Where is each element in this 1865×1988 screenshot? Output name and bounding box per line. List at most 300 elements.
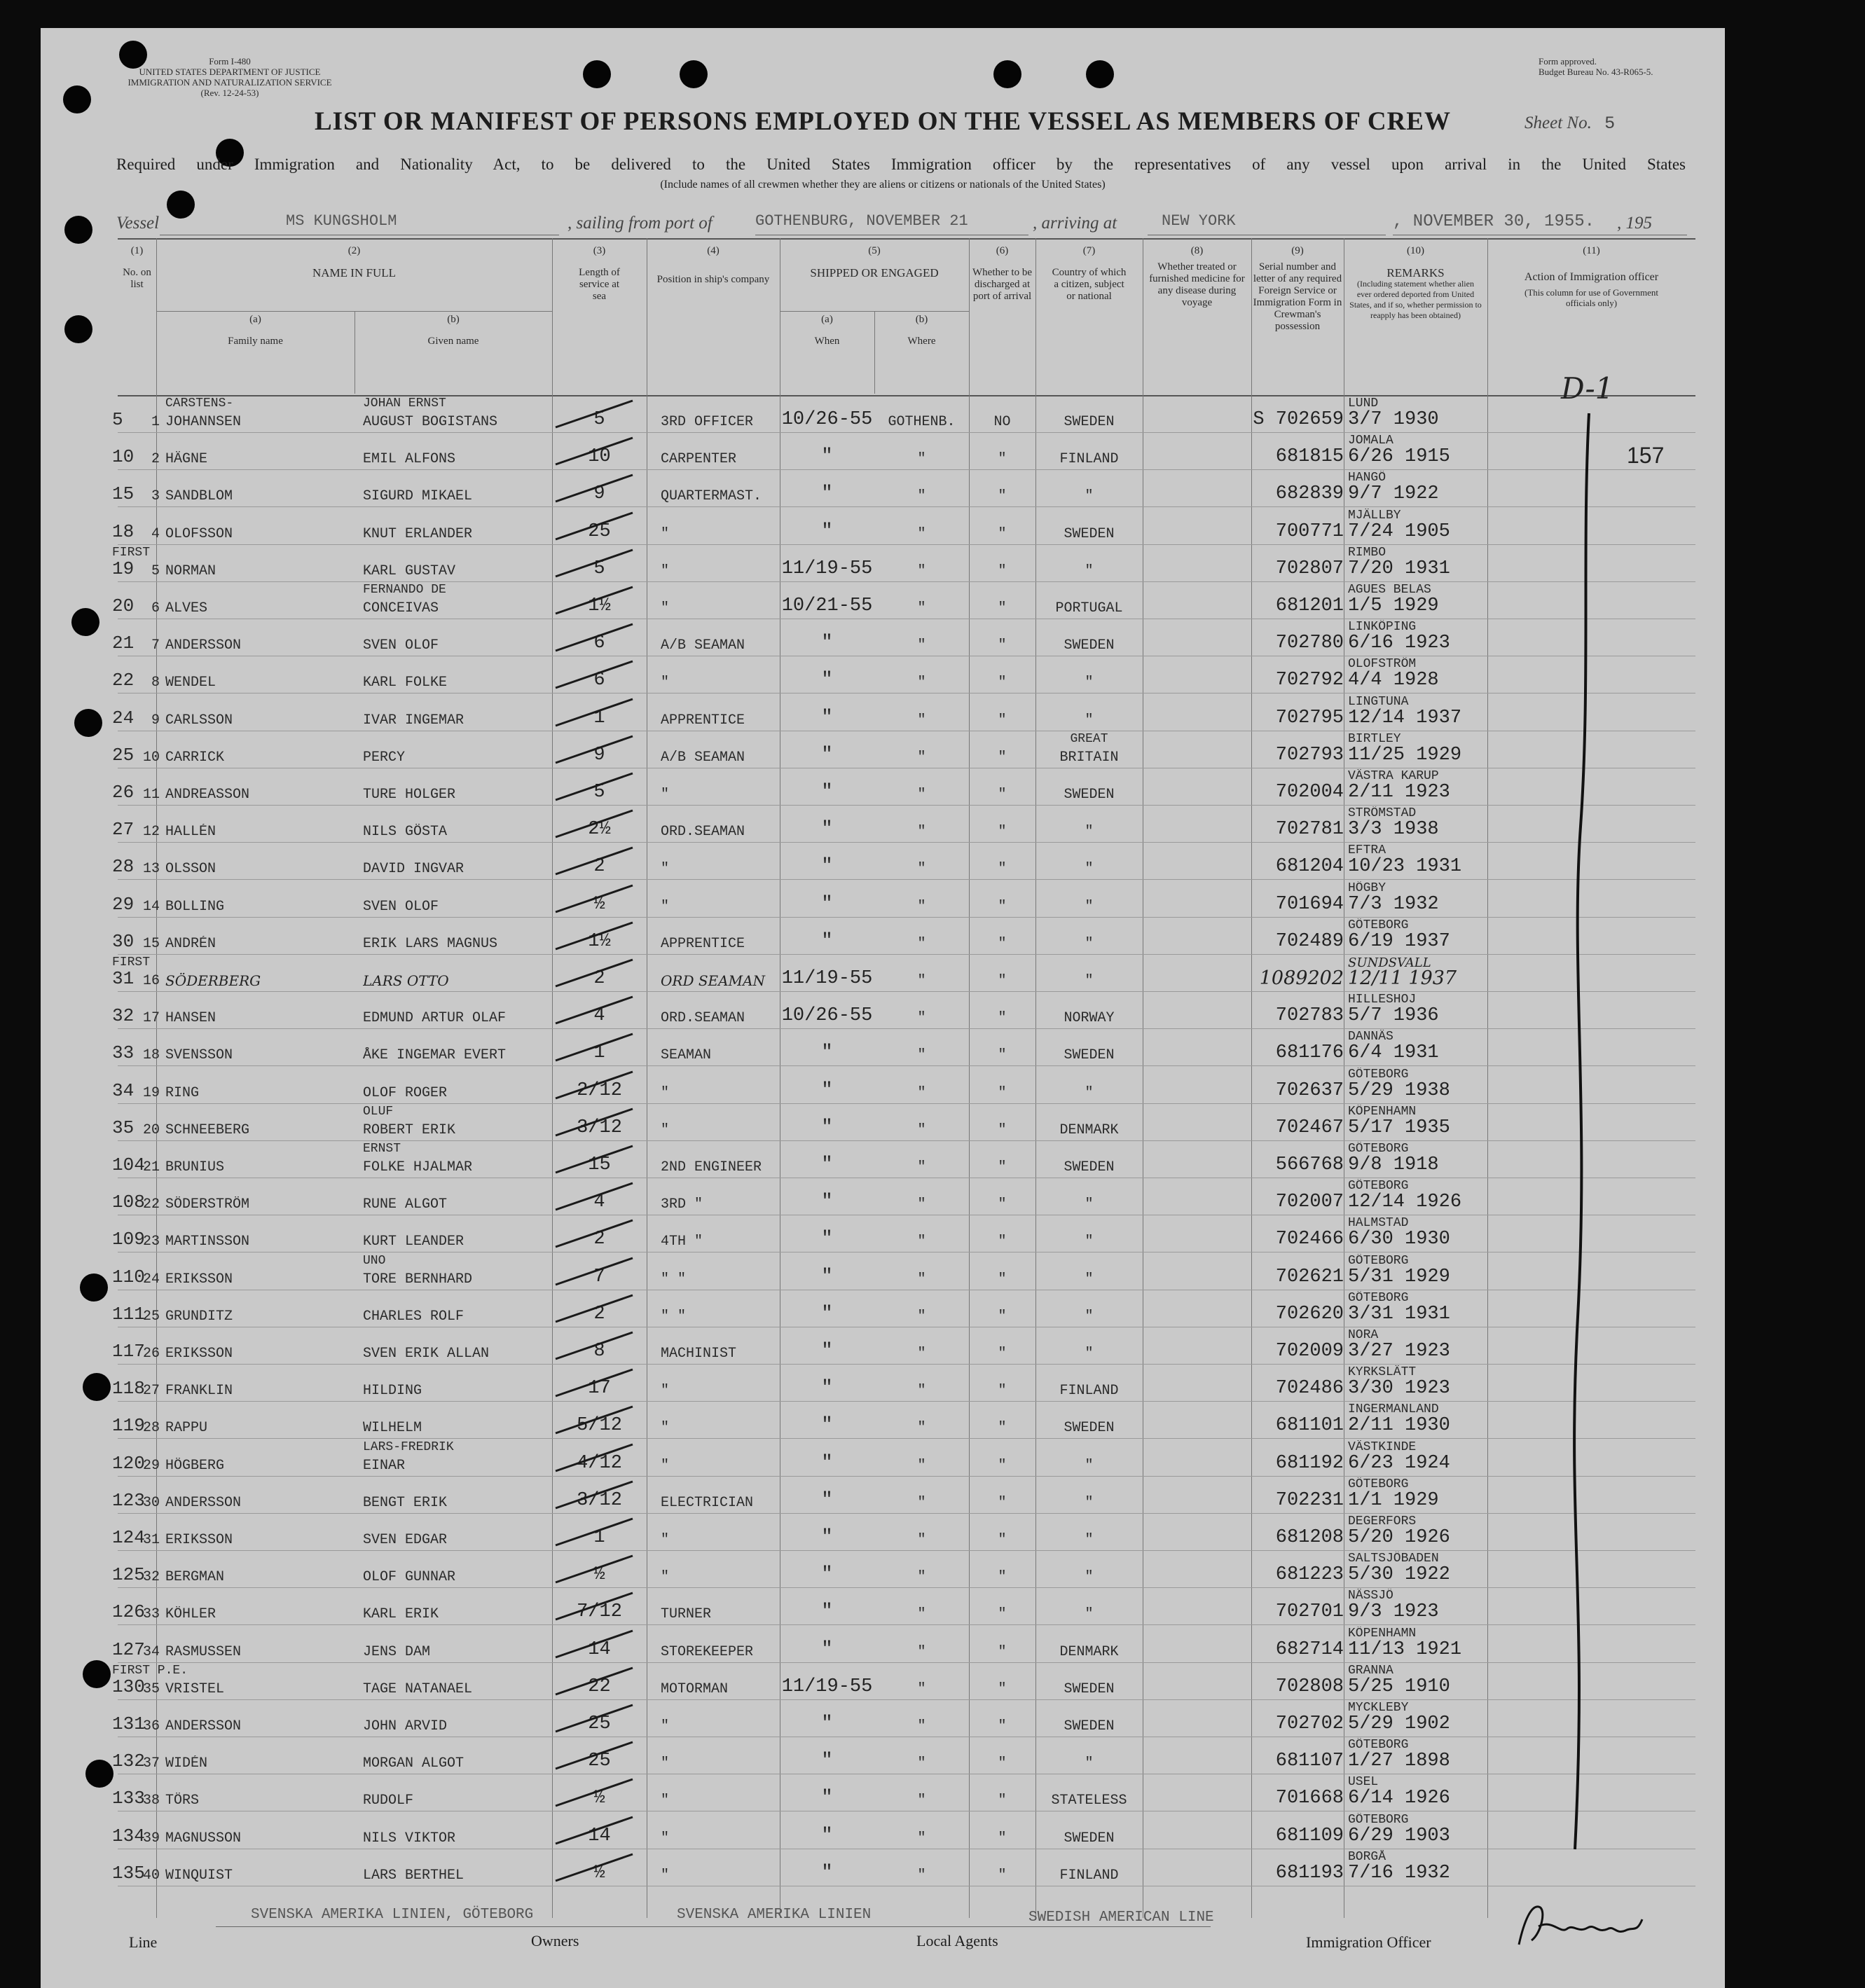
shipped-when: " bbox=[821, 1192, 833, 1213]
table-row bbox=[112, 1550, 1695, 1588]
sailing-label: , sailing from port of bbox=[567, 214, 713, 233]
col-position-header: (4) Position in ship's company bbox=[656, 245, 770, 285]
agents-value: SVENSKA AMERIKA LINIEN bbox=[677, 1907, 872, 1923]
family-name: ALVES bbox=[165, 600, 208, 616]
position: CARPENTER bbox=[661, 451, 737, 468]
birthplace: GÖTEBORG bbox=[1348, 1179, 1409, 1194]
birthplace: HALMSTAD bbox=[1348, 1216, 1409, 1231]
list-number: 10 bbox=[142, 749, 160, 766]
shipped-where: " bbox=[917, 861, 926, 878]
discharged: " bbox=[998, 787, 1007, 803]
family-name: RASMUSSEN bbox=[165, 1643, 242, 1660]
check-mark-icon bbox=[549, 1402, 640, 1437]
birthplace: HILLESHOJ bbox=[1348, 993, 1417, 1007]
country: " bbox=[1085, 1532, 1094, 1548]
shipped-where: " bbox=[917, 1718, 926, 1734]
birth-date: 7/16 1932 bbox=[1348, 1862, 1450, 1884]
crew-ref-number: 109 bbox=[112, 1229, 145, 1250]
shipped-when: " bbox=[821, 1452, 833, 1474]
country: " bbox=[1085, 973, 1094, 989]
serial-number: 701668 bbox=[1275, 1788, 1344, 1809]
family-name: HANSEN bbox=[165, 1010, 216, 1027]
col-remarks-header: (10) REMARKS (Including statement whether alien ever ordered deported from United States, and if so, whether permission to reapply has been obtained) bbox=[1349, 245, 1482, 320]
country: " bbox=[1085, 824, 1094, 841]
check-mark-icon bbox=[549, 1627, 640, 1662]
birthplace: GRANNA bbox=[1348, 1663, 1393, 1678]
serial-number: 702467 bbox=[1275, 1117, 1344, 1138]
discharged: " bbox=[998, 1308, 1007, 1325]
table-row bbox=[112, 1028, 1695, 1066]
position: " bbox=[661, 1121, 670, 1138]
shipped-where: " bbox=[917, 1346, 926, 1362]
table-row bbox=[112, 1327, 1695, 1365]
list-number: 16 bbox=[142, 973, 160, 989]
check-mark-icon bbox=[549, 1365, 640, 1400]
line-label: Line bbox=[129, 1933, 158, 1951]
crew-ref-number: 34 bbox=[112, 1079, 135, 1101]
check-mark-icon bbox=[549, 1142, 640, 1177]
serial-number: 681208 bbox=[1275, 1527, 1344, 1548]
check-mark-icon bbox=[549, 918, 640, 953]
crew-ref-number: 118 bbox=[112, 1378, 145, 1400]
family-name: GRUNDITZ bbox=[165, 1308, 233, 1325]
country: " bbox=[1085, 1271, 1094, 1288]
table-row bbox=[112, 619, 1695, 656]
shipped-when: " bbox=[821, 1638, 833, 1660]
position: APPRENTICE bbox=[661, 935, 745, 952]
crew-ref-number: 10 bbox=[112, 446, 135, 468]
check-mark-icon bbox=[549, 993, 640, 1028]
given-name-line1: UNO bbox=[363, 1253, 386, 1268]
country: BRITAIN bbox=[1059, 749, 1119, 766]
family-name: OLOFSSON bbox=[165, 525, 233, 542]
shipped-where: " bbox=[917, 637, 926, 654]
position: " bbox=[661, 1830, 670, 1847]
list-number: 23 bbox=[142, 1234, 160, 1250]
family-name: OLSSON bbox=[165, 861, 216, 878]
list-number: 3 bbox=[151, 488, 160, 505]
list-number: 35 bbox=[142, 1680, 160, 1697]
col-medicine-header: (8) Whether treated or furnished medicine for any disease during voyage bbox=[1149, 245, 1245, 308]
given-name: JENS DAM bbox=[363, 1643, 431, 1660]
given-name: ERIK LARS MAGNUS bbox=[363, 935, 498, 952]
col-no-header: (1) No. on list bbox=[123, 245, 151, 290]
shipped-when: " bbox=[821, 930, 833, 952]
given-name: LARS OTTO bbox=[363, 972, 449, 989]
sheet-value: 5 bbox=[1604, 113, 1616, 134]
serial-number: 702489 bbox=[1275, 930, 1344, 952]
list-number: 11 bbox=[142, 787, 160, 803]
shipped-where: " bbox=[917, 1680, 926, 1697]
country: " bbox=[1085, 562, 1094, 579]
shipped-when: " bbox=[821, 1229, 833, 1250]
given-name: DAVID INGVAR bbox=[363, 861, 464, 878]
service-length: 6 bbox=[593, 670, 605, 691]
discharged: " bbox=[998, 1196, 1007, 1213]
crew-ref-number: 108 bbox=[112, 1192, 145, 1213]
punch-hole bbox=[64, 315, 92, 343]
check-mark-icon bbox=[549, 1328, 640, 1363]
shipped-when: " bbox=[821, 1415, 833, 1437]
birthplace: STRÖMSTAD bbox=[1348, 806, 1417, 821]
table-row bbox=[112, 544, 1695, 582]
shipped-when: " bbox=[821, 670, 833, 691]
country: SWEDEN bbox=[1064, 1420, 1115, 1437]
service-length: 10 bbox=[588, 446, 611, 468]
arrival-date: , NOVEMBER 30, 1955. bbox=[1393, 212, 1595, 231]
form-agency: IMMIGRATION AND NATURALIZATION SERVICE bbox=[128, 77, 332, 88]
crew-ref-note: FIRST bbox=[112, 545, 151, 560]
family-name: JOHANNSEN bbox=[165, 414, 242, 430]
service-length: 5 bbox=[593, 558, 605, 579]
birth-date: 5/25 1910 bbox=[1348, 1676, 1450, 1697]
discharged: " bbox=[998, 1271, 1007, 1288]
family-name: ANDREASSON bbox=[165, 787, 250, 803]
sheet-label: Sheet No. bbox=[1525, 113, 1592, 132]
birthplace: KYRKSLÄTT bbox=[1348, 1365, 1417, 1380]
birth-date: 6/16 1923 bbox=[1348, 633, 1450, 654]
col-discharged-header: (6) Whether to be discharged at port of arrival bbox=[972, 245, 1032, 302]
given-name-line1: FERNANDO DE bbox=[363, 583, 446, 597]
crew-ref-number: 25 bbox=[112, 744, 135, 766]
crew-ref-number: 131 bbox=[112, 1713, 145, 1734]
list-number: 28 bbox=[142, 1420, 160, 1437]
crew-ref-number: 26 bbox=[112, 782, 135, 803]
serial-number: 702486 bbox=[1275, 1378, 1344, 1400]
serial-number: 682839 bbox=[1275, 483, 1344, 505]
shipped-where: " bbox=[917, 1420, 926, 1437]
family-name: RAPPU bbox=[165, 1420, 208, 1437]
position: ELECTRICIAN bbox=[661, 1494, 754, 1511]
discharged: " bbox=[998, 861, 1007, 878]
discharged: " bbox=[998, 749, 1007, 766]
list-number: 5 bbox=[151, 562, 160, 579]
list-number: 38 bbox=[142, 1793, 160, 1809]
serial-number: 566768 bbox=[1275, 1154, 1344, 1175]
birth-date: 4/4 1928 bbox=[1348, 670, 1439, 691]
country: " bbox=[1085, 1606, 1094, 1623]
check-mark-icon bbox=[549, 1477, 640, 1512]
list-number: 32 bbox=[142, 1569, 160, 1586]
family-name: SVENSSON bbox=[165, 1047, 233, 1064]
crew-ref-number: 35 bbox=[112, 1117, 135, 1138]
position: QUARTERMAST. bbox=[661, 488, 762, 505]
table-row bbox=[112, 731, 1695, 768]
manifest-sheet bbox=[41, 28, 1725, 1988]
crew-ref-number: 124 bbox=[112, 1527, 145, 1548]
given-name-line1: OLUF bbox=[363, 1104, 394, 1119]
family-name: HÄGNE bbox=[165, 451, 208, 468]
crew-ref-number: 104 bbox=[112, 1154, 145, 1175]
col-serial-header: (9) Serial number and letter of any required Foreign Service or Immigration Form in Crewman's possession bbox=[1253, 245, 1342, 332]
birth-date: 1/1 1929 bbox=[1348, 1489, 1439, 1511]
list-number: 29 bbox=[142, 1457, 160, 1474]
shipped-when: 11/19-55 bbox=[781, 1676, 873, 1697]
page-title: LIST OR MANIFEST OF PERSONS EMPLOYED ON THE VESSEL AS MEMBERS OF CREW bbox=[315, 107, 1451, 136]
owners-label: Owners bbox=[531, 1932, 579, 1949]
given-name: AUGUST BOGISTANS bbox=[363, 414, 498, 430]
list-number: 8 bbox=[151, 675, 160, 691]
serial-number: 702781 bbox=[1275, 819, 1344, 841]
family-name: MAGNUSSON bbox=[165, 1830, 242, 1847]
serial-number: 702780 bbox=[1275, 633, 1344, 654]
discharged: " bbox=[998, 712, 1007, 729]
shipped-where: " bbox=[917, 1121, 926, 1138]
family-name: ANDERSSON bbox=[165, 1718, 242, 1734]
birthplace: RIMBO bbox=[1348, 545, 1386, 560]
table-row bbox=[112, 954, 1695, 992]
serial-number: 681101 bbox=[1275, 1415, 1344, 1437]
birth-date: 1/5 1929 bbox=[1348, 595, 1439, 616]
discharged: " bbox=[998, 1606, 1007, 1623]
check-mark-icon bbox=[549, 843, 640, 878]
discharged: " bbox=[998, 1867, 1007, 1884]
table-row bbox=[112, 432, 1695, 470]
service-length: 1½ bbox=[588, 930, 611, 952]
position: MOTORMAN bbox=[661, 1680, 729, 1697]
list-number: 26 bbox=[142, 1346, 160, 1362]
shipped-where: " bbox=[917, 1383, 926, 1400]
birth-date: 6/4 1931 bbox=[1348, 1042, 1439, 1064]
list-number: 18 bbox=[142, 1047, 160, 1064]
check-mark-icon bbox=[549, 1440, 640, 1475]
service-length: 9 bbox=[593, 483, 605, 505]
position: A/B SEAMAN bbox=[661, 637, 745, 654]
serial-number: 681176 bbox=[1275, 1042, 1344, 1064]
list-number: 36 bbox=[142, 1718, 160, 1734]
country: " bbox=[1085, 861, 1094, 878]
check-mark-icon bbox=[549, 1514, 640, 1549]
birth-date: 12/14 1926 bbox=[1348, 1192, 1462, 1213]
given-name: RUNE ALGOT bbox=[363, 1196, 448, 1213]
country: FINLAND bbox=[1059, 451, 1119, 468]
service-length: 7/12 bbox=[577, 1601, 622, 1623]
subtitle: Required under Immigration and Nationality Act, to be delivered to the United States Immigration officer by the representatives of any vessel upon arrival in the United States bbox=[116, 156, 1686, 173]
service-length: 4 bbox=[593, 1192, 605, 1213]
table-row bbox=[112, 1774, 1695, 1811]
col-service-header: (3) Length of service at sea bbox=[579, 245, 620, 302]
shipped-where: " bbox=[917, 1308, 926, 1325]
family-name: SÖDERBERG bbox=[165, 972, 261, 989]
shipped-when: " bbox=[821, 446, 833, 468]
table-row bbox=[112, 1140, 1695, 1178]
family-name: CARLSSON bbox=[165, 712, 233, 729]
family-name: ANDRÉN bbox=[165, 935, 216, 952]
crew-ref-number: 130 bbox=[112, 1676, 145, 1697]
table-row bbox=[112, 1290, 1695, 1327]
family-name: SCHNEEBERG bbox=[165, 1121, 250, 1138]
given-name: ÅKE INGEMAR EVERT bbox=[363, 1047, 507, 1064]
country: " bbox=[1085, 675, 1094, 691]
table-row bbox=[112, 1811, 1695, 1849]
check-mark-icon bbox=[549, 471, 640, 506]
country: " bbox=[1085, 1234, 1094, 1250]
birthplace: NÄSSJÖ bbox=[1348, 1589, 1393, 1603]
shipped-when: " bbox=[821, 1751, 833, 1772]
position: " bbox=[661, 1383, 670, 1400]
crew-ref-number: 15 bbox=[112, 483, 135, 505]
action-stamp: D-1 bbox=[1561, 371, 1614, 406]
position: 3RD OFFICER bbox=[661, 414, 754, 430]
birthplace: USEL bbox=[1348, 1775, 1379, 1790]
form-approval bbox=[1539, 56, 1653, 77]
position: " bbox=[661, 787, 670, 803]
shipped-where: " bbox=[917, 824, 926, 841]
shipped-where: " bbox=[917, 1867, 926, 1884]
shipped-when: " bbox=[821, 1117, 833, 1138]
serial-number: 700771 bbox=[1275, 520, 1344, 542]
position: STOREKEEPER bbox=[661, 1643, 754, 1660]
birth-date: 7/24 1905 bbox=[1348, 520, 1450, 542]
country: " bbox=[1085, 935, 1094, 952]
country: SWEDEN bbox=[1064, 525, 1115, 542]
given-name: OLOF GUNNAR bbox=[363, 1569, 456, 1586]
birth-date: 6/23 1924 bbox=[1348, 1452, 1450, 1474]
table-row bbox=[112, 1662, 1695, 1700]
table-row bbox=[112, 1849, 1695, 1886]
check-mark-icon bbox=[549, 1664, 640, 1699]
service-length: 6 bbox=[593, 633, 605, 654]
position: ORD SEAMAN bbox=[661, 972, 766, 989]
given-name: JOHN ARVID bbox=[363, 1718, 448, 1734]
service-length: 8 bbox=[593, 1341, 605, 1362]
list-number: 2 bbox=[151, 451, 160, 468]
list-number: 21 bbox=[142, 1159, 160, 1175]
position: 2ND ENGINEER bbox=[661, 1159, 762, 1175]
birthplace: GÖTEBORG bbox=[1348, 1812, 1409, 1827]
serial-number: 702231 bbox=[1275, 1489, 1344, 1511]
shipped-when: " bbox=[821, 1601, 833, 1623]
discharged: " bbox=[998, 1718, 1007, 1734]
birth-date: 12/14 1937 bbox=[1348, 707, 1462, 729]
birthplace: SALTSJÖBADEN bbox=[1348, 1552, 1439, 1566]
col-name-header: (2) NAME IN FULL bbox=[312, 245, 396, 279]
position: A/B SEAMAN bbox=[661, 749, 745, 766]
shipped-where: " bbox=[917, 1159, 926, 1175]
crew-ref-number: 20 bbox=[112, 595, 135, 616]
discharged: " bbox=[998, 935, 1007, 952]
birth-date: 5/7 1936 bbox=[1348, 1005, 1439, 1027]
family-name: FRANKLIN bbox=[165, 1383, 233, 1400]
birthplace: LUND bbox=[1348, 396, 1379, 410]
birthplace: GÖTEBORG bbox=[1348, 1290, 1409, 1305]
birthplace: KÖPENHAMN bbox=[1348, 1626, 1417, 1641]
list-number: 17 bbox=[142, 1010, 160, 1027]
birthplace: DEGERFORS bbox=[1348, 1514, 1417, 1528]
family-name: HÖGBERG bbox=[165, 1457, 225, 1474]
discharged: " bbox=[998, 1793, 1007, 1809]
service-length: 5 bbox=[593, 782, 605, 803]
list-number: 6 bbox=[151, 600, 160, 616]
family-name: ERIKSSON bbox=[165, 1532, 233, 1548]
birthplace: GÖTEBORG bbox=[1348, 1253, 1409, 1268]
service-length: 1 bbox=[593, 1042, 605, 1064]
country: " bbox=[1085, 1569, 1094, 1586]
shipped-when: " bbox=[821, 1042, 833, 1064]
check-mark-icon bbox=[549, 881, 640, 916]
family-name: WINQUIST bbox=[165, 1867, 233, 1884]
crew-ref-note: FIRST bbox=[112, 955, 151, 969]
crew-ref-number: 24 bbox=[112, 707, 135, 729]
country: SWEDEN bbox=[1064, 1047, 1115, 1064]
serial-number: 702795 bbox=[1275, 707, 1344, 729]
shipped-where: " bbox=[917, 1494, 926, 1511]
check-mark-icon bbox=[549, 434, 640, 469]
shipped-when: " bbox=[821, 1489, 833, 1511]
year-label: , 195 bbox=[1617, 214, 1652, 233]
birthplace: MJÄLLBY bbox=[1348, 508, 1401, 523]
birthplace: LINGTUNA bbox=[1348, 694, 1409, 709]
given-name: KARL ERIK bbox=[363, 1606, 439, 1623]
shipped-where: " bbox=[917, 451, 926, 468]
serial-number: 702637 bbox=[1275, 1079, 1344, 1101]
crew-ref-number: 29 bbox=[112, 893, 135, 915]
punch-hole bbox=[583, 60, 611, 88]
given-name: CONCEIVAS bbox=[363, 600, 439, 616]
country: SWEDEN bbox=[1064, 414, 1115, 430]
list-number: 1 bbox=[151, 414, 160, 430]
table-row bbox=[112, 842, 1695, 880]
crew-ref-number: 117 bbox=[112, 1341, 145, 1362]
table-row bbox=[112, 581, 1695, 619]
country-line1: GREAT bbox=[1070, 731, 1108, 746]
discharged: " bbox=[998, 1532, 1007, 1548]
position: " bbox=[661, 600, 670, 616]
birth-date: 6/30 1930 bbox=[1348, 1229, 1450, 1250]
country: SWEDEN bbox=[1064, 1718, 1115, 1734]
birthplace: KÖPENHAMN bbox=[1348, 1104, 1417, 1119]
given-name: EINAR bbox=[363, 1457, 406, 1474]
birthplace: JOMALA bbox=[1348, 434, 1393, 448]
birth-date: 2/11 1923 bbox=[1348, 782, 1450, 803]
given-name: TAGE NATANAEL bbox=[363, 1680, 473, 1697]
shipped-where: " bbox=[917, 1084, 926, 1101]
crew-ref-number: 21 bbox=[112, 633, 135, 654]
shipped-where: " bbox=[917, 749, 926, 766]
discharged: " bbox=[998, 637, 1007, 654]
discharged: " bbox=[998, 1234, 1007, 1250]
form-agency: UNITED STATES DEPARTMENT OF JUSTICE bbox=[139, 67, 321, 77]
check-mark-icon bbox=[549, 1254, 640, 1289]
service-length: 3/12 bbox=[577, 1489, 622, 1511]
position: " bbox=[661, 1532, 670, 1548]
shipped-where: " bbox=[917, 1755, 926, 1772]
shipped-when: " bbox=[821, 1079, 833, 1101]
crew-ref-number: 30 bbox=[112, 930, 135, 952]
punch-hole bbox=[80, 1273, 108, 1302]
birth-date: 5/31 1929 bbox=[1348, 1266, 1450, 1288]
family-name: BRUNIUS bbox=[165, 1159, 225, 1175]
shipped-when: " bbox=[821, 744, 833, 766]
discharged: " bbox=[998, 1159, 1007, 1175]
position: " bbox=[661, 525, 670, 542]
shipped-when: " bbox=[821, 520, 833, 542]
service-length: 2½ bbox=[588, 819, 611, 841]
birthplace: SUNDSVALL bbox=[1348, 955, 1431, 970]
country: " bbox=[1085, 1494, 1094, 1511]
serial-number: 702701 bbox=[1275, 1601, 1344, 1623]
shipped-when: " bbox=[821, 1266, 833, 1288]
birthplace: INGERMANLAND bbox=[1348, 1402, 1439, 1417]
table-row bbox=[112, 693, 1695, 731]
birth-date: 6/14 1926 bbox=[1348, 1788, 1450, 1809]
shipped-where: " bbox=[917, 935, 926, 952]
crew-ref-note: FIRST P.E. bbox=[112, 1663, 188, 1678]
position: " bbox=[661, 675, 670, 691]
table-row bbox=[112, 395, 1695, 433]
list-number: 14 bbox=[142, 898, 160, 915]
position: " " bbox=[661, 1308, 687, 1325]
